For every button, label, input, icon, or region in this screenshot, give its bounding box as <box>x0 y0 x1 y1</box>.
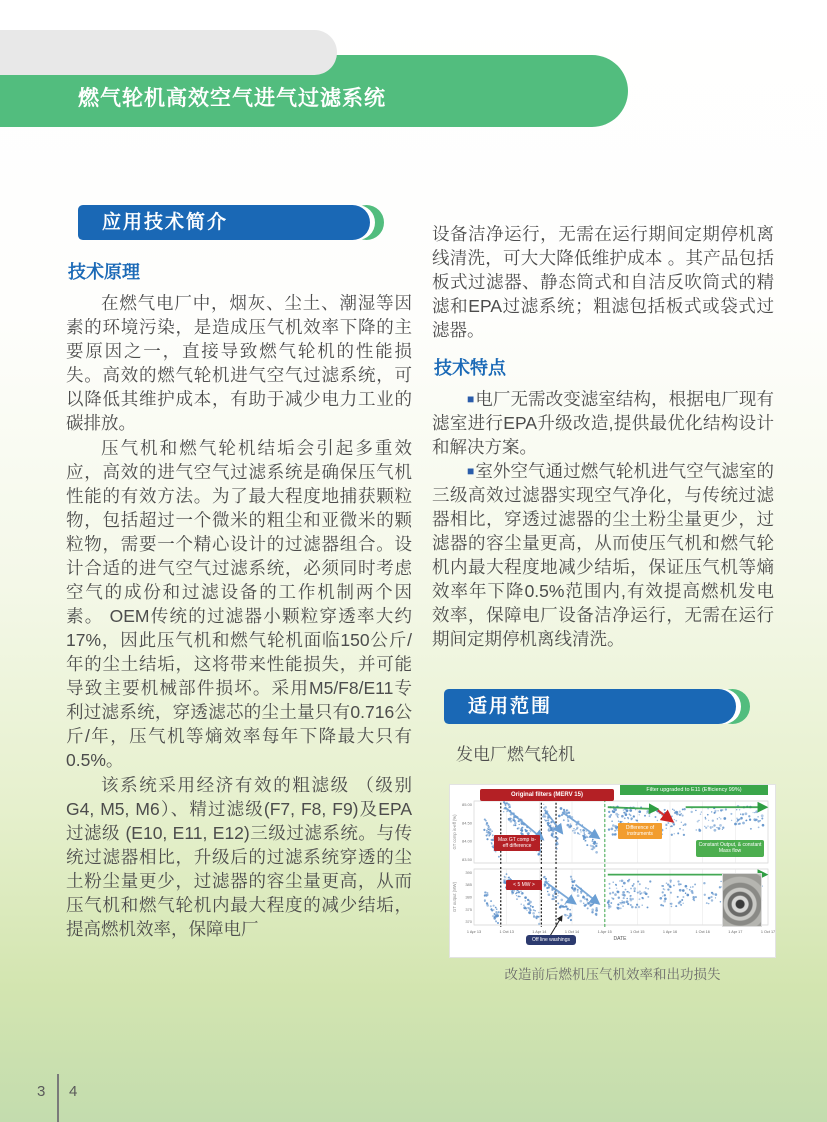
svg-text:83.50: 83.50 <box>461 856 472 862</box>
section-header-scope <box>444 689 736 724</box>
turbine-filter-photo <box>722 873 762 927</box>
svg-text:1 Oct 17: 1 Oct 17 <box>760 930 775 934</box>
svg-text:1 Apr 16: 1 Apr 16 <box>662 930 678 934</box>
svg-text:GT comp is-eff (%): GT comp is-eff (%) <box>452 814 457 850</box>
header-gray-band <box>0 30 337 75</box>
svg-text:1 Apr 17: 1 Apr 17 <box>728 930 743 934</box>
svg-text:375: 375 <box>465 906 472 912</box>
chart-label-eff-loss: Max GT comp is-eff difference <box>494 835 540 851</box>
svg-text:1 Oct 15: 1 Oct 15 <box>630 930 645 934</box>
section-header-intro <box>78 205 370 240</box>
svg-text:380: 380 <box>465 894 472 900</box>
chart-caption: 改造前后燃机压气机效率和出功损失 <box>504 967 721 982</box>
svg-text:85.00: 85.00 <box>461 802 472 808</box>
performance-chart <box>450 785 775 957</box>
chart-label-output-loss: < 5 MW > <box>506 880 542 890</box>
svg-text:GT output (MW): GT output (MW) <box>452 882 457 912</box>
chart-plot <box>450 785 775 957</box>
subheading-principle: 技术原理 <box>68 262 140 282</box>
left-column <box>66 205 412 942</box>
bullet-square-icon: ■ <box>467 392 475 406</box>
feature-item-text: 室外空气通过燃气轮机进气空气滤室的三级高效过滤器实现空气净化，与传统过滤器相比，穿透过滤器的尘土粉尘量更少，过滤器的容尘量更高，从而使压气机和燃气轮机内最大程度地减少结垢，保证压气机等熵效率年下降0.5%范围内,有效提高燃机发电效率，保障电厂设备洁净运行，无需在运行期间定期停机离线清洗。 <box>432 461 775 649</box>
paragraph-principle-2: 压气机和燃气轮机结垢会引起多重效应，高效的进气空气过滤系统是确保压气机性能的有效方法。为了最大程度地捕获颗粒物，包括超过一个微米的粗尘和亚微米的颗粒物，需要一个精心设计的过滤器组合。设计合适的进气空气过滤系统，必须同时考虑空气的成份和过滤设备的工作机制两个因素。 OEM传统的过滤器小颗粒穿透率大约17%，因此压气机和燃气轮机面临150公斤/年的尘土结垢，这将带来性能损失，并可能导致主要机械部件损坏。采用M5/F8/E11专利过滤系统，穿透滤芯的尘土量只有0.716公斤/年，压气机等熵效率每年下降最大只有0.5%。 <box>66 438 412 770</box>
svg-text:84.50: 84.50 <box>461 820 472 826</box>
svg-text:1 Oct 13: 1 Oct 13 <box>499 930 514 934</box>
svg-text:84.00: 84.00 <box>461 838 472 844</box>
svg-text:1 Apr 15: 1 Apr 15 <box>597 930 612 934</box>
feature-item <box>432 387 774 459</box>
section-title-scope: 适用范围 <box>444 689 736 724</box>
svg-text:1 Oct 14: 1 Oct 14 <box>564 930 580 934</box>
subheading-features: 技术特点 <box>434 358 506 378</box>
application-text: 发电厂燃气轮机 <box>456 745 575 764</box>
chart-label-instruments: Difference of instruments <box>618 823 662 839</box>
chart-label-filter-upgraded: Filter upgraded to E11 (Efficiency 99%) <box>620 785 768 795</box>
feature-item-text: 电厂无需改变滤室结构，根据电厂现有滤室进行EPA升级改造,提供最优化结构设计和解决方案。 <box>432 389 775 457</box>
svg-text:1 Apr 13: 1 Apr 13 <box>466 930 482 934</box>
svg-text:370: 370 <box>465 919 472 925</box>
page-number-right: 4 <box>69 1083 78 1100</box>
page-title: 燃气轮机高效空气进气过滤系统 <box>78 87 386 110</box>
chart-label-original-filters: Original filters (MERV 15) <box>480 789 614 801</box>
paragraph-principle-3-continued: 设备洁净运行，无需在运行期间定期停机离线清洗，可大大降低维护成本 。其产品包括板式过滤器、静态筒式和自洁反吹筒式的精滤和EPA过滤系统；粗滤包括板式或袋式过滤器。 <box>432 224 774 340</box>
paragraph-principle-1: 在燃气电厂中，烟灰、尘土、潮湿等因素的环境污染，是造成压气机效率下降的主要原因之一，直接导致燃气轮机的性能损失。高效的燃气轮机进气空气过滤系统，可以降低其维护成本，有助于减少电力工业的碳排放。 <box>66 293 412 433</box>
chart-label-constant-output: Constant Output, & constant Mass flow <box>696 840 764 857</box>
svg-text:1 Oct 16: 1 Oct 16 <box>695 930 710 934</box>
right-column <box>432 222 774 983</box>
bullet-square-icon: ■ <box>467 464 475 478</box>
svg-text:1 Apr 14: 1 Apr 14 <box>532 930 547 934</box>
feature-item <box>432 459 774 651</box>
section-title-intro: 应用技术简介 <box>78 205 370 240</box>
svg-text:385: 385 <box>465 882 472 888</box>
svg-text:DATE: DATE <box>613 936 627 942</box>
page-number-left: 3 <box>37 1083 46 1100</box>
svg-text:390: 390 <box>465 869 472 875</box>
footer-divider <box>57 1074 59 1122</box>
chart-label-offline-washings: Off line washings <box>526 935 576 945</box>
paragraph-principle-3: 该系统采用经济有效的粗滤级 （级别G4, M5, M6）、精过滤级(F7, F8, F9)及EPA过滤级 (E10, E11, E12)三级过滤系统。与传统过滤器相比，升级后的过滤系统穿透的尘土粉尘量更少，过滤器的容尘量更高，从而压气机和燃气轮机内最大程度的减少结垢，提高燃机效率，保障电厂 <box>66 775 412 939</box>
